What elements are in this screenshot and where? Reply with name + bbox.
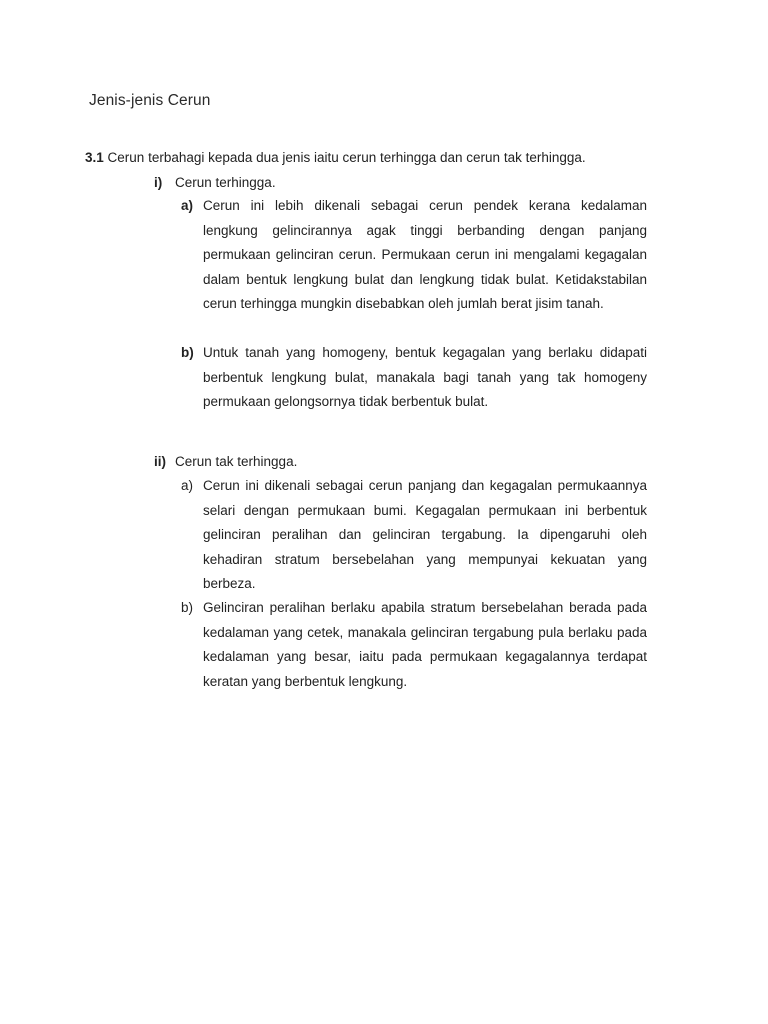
section-number: 3.1 [85,150,104,165]
section-text: Cerun terbahagi kepada dua jenis iaitu cerun terhingga dan cerun tak terhingga. [107,150,586,165]
section-intro [85,149,685,167]
item-text: Untuk tanah yang homogeny, bentuk kegagalan yang berlaku didapati berbentuk lengkung bulat, manakala bagi tanah yang tak homogeny permukaan gelongsornya tidak berbentuk bulat. [203,345,647,409]
part-numeral: ii) [154,454,166,469]
page-title: Jenis-jenis Cerun [89,92,211,109]
list-item-1b [181,341,647,415]
item-text: Gelinciran peralihan berlaku apabila stratum bersebelahan berada pada kedalaman yang cetek, manakala gelinciran tergabung pula berlaku pada kedalaman yang besar, iaitu pada permukaan kegagalannya terdapat keratan yang berbentuk lengkung. [203,600,647,689]
item-label: a) [181,198,194,213]
part-numeral: i) [154,175,163,190]
list-item-2a [181,474,647,597]
item-label: a) [181,478,194,493]
list-item-1a [181,194,647,317]
item-label: b) [181,600,194,615]
item-text: Cerun ini lebih dikenali sebagai cerun pendek kerana kedalaman lengkung gelincirannya agak tinggi berbanding dengan panjang permukaan gelinciran cerun. Permukaan cerun ini mengalami kegagalan dalam bentuk lengkung bulat dan lengkung tidak bulat. Ketidakstabilan cerun terhingga mungkin disebabkan oleh jumlah berat jisim tanah. [203,198,647,311]
part-title: Cerun tak terhingga. [175,454,298,469]
item-label: b) [181,345,194,360]
list-item-2b [181,596,647,694]
item-text: Cerun ini dikenali sebagai cerun panjang dan kegagalan permukaannya selari dengan permukaan bumi. Kegagalan permukaan ini berbentuk gelinciran peralihan dan gelinciran tergabung. Ia dipengaruhi oleh kehadiran stratum bersebelahan yang mempunyai kekuatan yang berbeza. [203,478,647,591]
part-title: Cerun terhingga. [175,175,276,190]
